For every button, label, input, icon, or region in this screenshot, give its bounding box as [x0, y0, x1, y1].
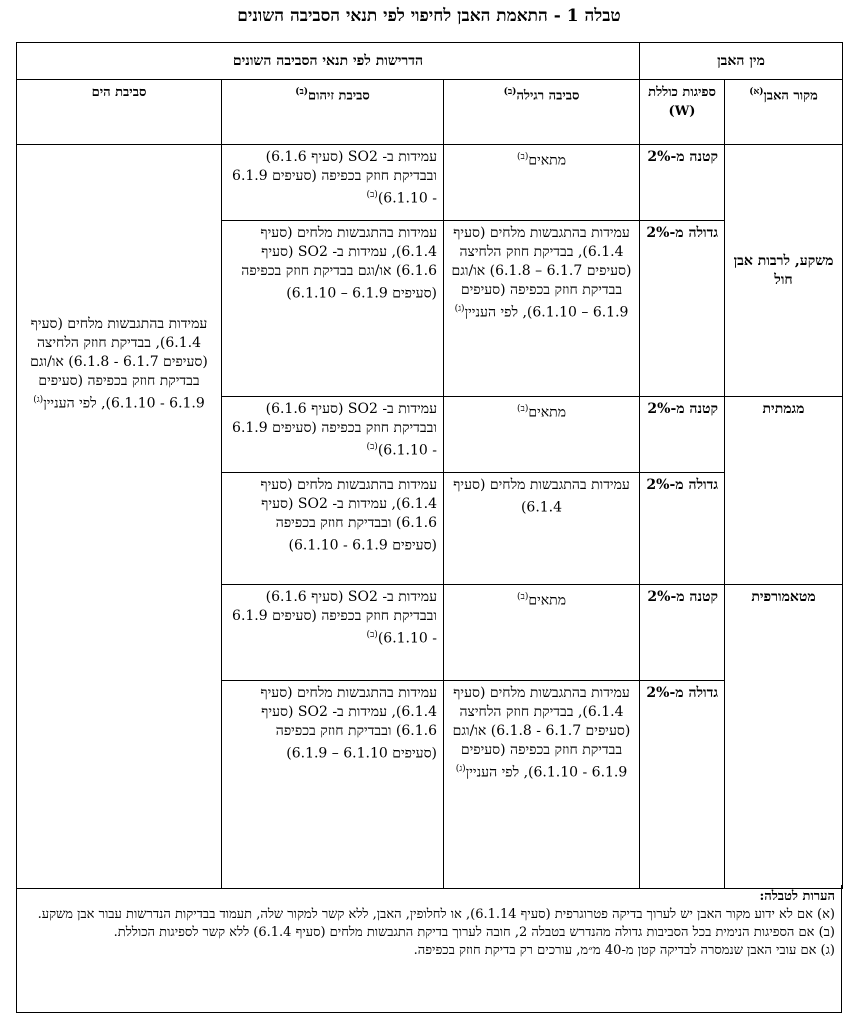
- source-cell: מגמתית: [725, 397, 843, 585]
- header-stone-type: מין האבן: [640, 43, 843, 80]
- header-normal: סביבה רגילה$^{(ב)}$: [444, 80, 640, 145]
- header-sea: סביבת הים: [17, 80, 222, 145]
- header-polluted: סביבת זיהום$^{(ב)}$: [222, 80, 444, 145]
- absorption-cell: קטנה מ-2%: [640, 397, 725, 473]
- normal-cell: מתאים$^{(ב)}$: [444, 585, 640, 681]
- normal-cell: מתאים$^{(ב)}$: [444, 397, 640, 473]
- polluted-cell: עמידות ב- SO2 (סעיף 6.1.6) ובבדיקת חוזק בכפיפה (סעיפים 6.1.9 - 6.1.10)$^{(ב)}$: [222, 585, 444, 681]
- source-cell: משקע, לרבות אבן חול: [725, 145, 843, 397]
- note-item: (א) אם לא ידוע מקור האבן יש לערוך בדיקה פטרוגרפית (סעיף 6.1.14), או לחלופין, האבן, ללא קשר למקור שלה, תעמוד בבדיקות הנדרשות עבור אבן משקע.: [37, 907, 835, 922]
- table-notes: [16, 885, 842, 1013]
- absorption-cell: קטנה מ-2%: [640, 585, 725, 681]
- table-row: [17, 145, 843, 221]
- absorption-cell: גדולה מ-2%: [640, 221, 725, 397]
- sea-cell: עמידות בהתגבשות מלחים (סעיף 6.1.4), בבדיקת חוזק הלחיצה (סעיפים 6.1.7 - 6.1.8) או/וגם בבדיקת חוזק בכפיפה (סעיפים 6.1.9 - 6.1.10), לפי העניין$^{(ג)}$: [17, 145, 222, 889]
- absorption-cell: גדולה מ-2%: [640, 681, 725, 889]
- stone-table: [16, 42, 843, 889]
- polluted-cell: עמידות ב- SO2 (סעיף 6.1.6) ובבדיקת חוזק בכפיפה (סעיפים 6.1.9 - 6.1.10)$^{(ב)}$: [222, 397, 444, 473]
- normal-cell: מתאים$^{(ב)}$: [444, 145, 640, 221]
- note-item: (ג) אם עובי האבן שנמסרה לבדיקה קטן מ-40 מ״מ, עורכים רק בדיקת חוזק בכפיפה.: [413, 943, 835, 958]
- header-absorption: ספיגות כוללת (W): [640, 80, 725, 145]
- normal-cell: עמידות בהתגבשות מלחים (סעיף 6.1.4): [444, 473, 640, 585]
- header-requirements: הדרישות לפי תנאי הסביבה השונים: [17, 43, 640, 80]
- absorption-cell: גדולה מ-2%: [640, 473, 725, 585]
- normal-cell: עמידות בהתגבשות מלחים (סעיף 6.1.4), בבדיקת חוזק הלחיצה (סעיפים 6.1.7 - 6.1.8) או/וגם בבדיקת חוזק בכפיפה (סעיפים 6.1.9 - 6.1.10), לפי העניין$^{(ג)}$: [444, 681, 640, 889]
- absorption-cell: קטנה מ-2%: [640, 145, 725, 221]
- table-title: טבלה 1 - התאמת האבן לחיפוי לפי תנאי הסביבה השונים: [237, 6, 621, 26]
- polluted-cell: עמידות בהתגבשות מלחים (סעיף 6.1.4), עמידות ב- SO2 (סעיף 6.1.6) ובבדיקת חוזק בכפיפה (סעיפים 6.1.10 – 6.1.9): [222, 681, 444, 889]
- header-source: מקור האבן$^{(א)}$: [725, 80, 843, 145]
- notes-heading: הערות לטבלה:: [759, 889, 835, 904]
- polluted-cell: עמידות ב- SO2 (סעיף 6.1.6) ובבדיקת חוזק בכפיפה (סעיפים 6.1.9 - 6.1.10)$^{(ב)}$: [222, 145, 444, 221]
- normal-cell: עמידות בהתגבשות מלחים (סעיף 6.1.4), בבדיקת חוזק הלחיצה (סעיפים 6.1.7 – 6.1.8) או/וגם בבדיקת חוזק בכפיפה (סעיפים 6.1.9 – 6.1.10), לפי העניין$^{(ג)}$: [444, 221, 640, 397]
- polluted-cell: עמידות בהתגבשות מלחים (סעיף 6.1.4), עמידות ב- SO2 (סעיף 6.1.6) או/וגם בבדיקת חוזק בכפיפה (סעיפים 6.1.9 – 6.1.10): [222, 221, 444, 397]
- source-cell: מטאמורפית: [725, 585, 843, 889]
- polluted-cell: עמידות בהתגבשות מלחים (סעיף 6.1.4), עמידות ב- SO2 (סעיף 6.1.6) ובבדיקת חוזק בכפיפה (סעיפים 6.1.9 - 6.1.10): [222, 473, 444, 585]
- note-item: (ב) אם הספיגות הנימית בכל הסביבות גדולה מהנדרש בטבלה 2, חובה לערוך בדיקת התגבשות מלחים (סעיף 6.1.4) ללא קשר לספיגות הכוללת.: [113, 925, 835, 940]
